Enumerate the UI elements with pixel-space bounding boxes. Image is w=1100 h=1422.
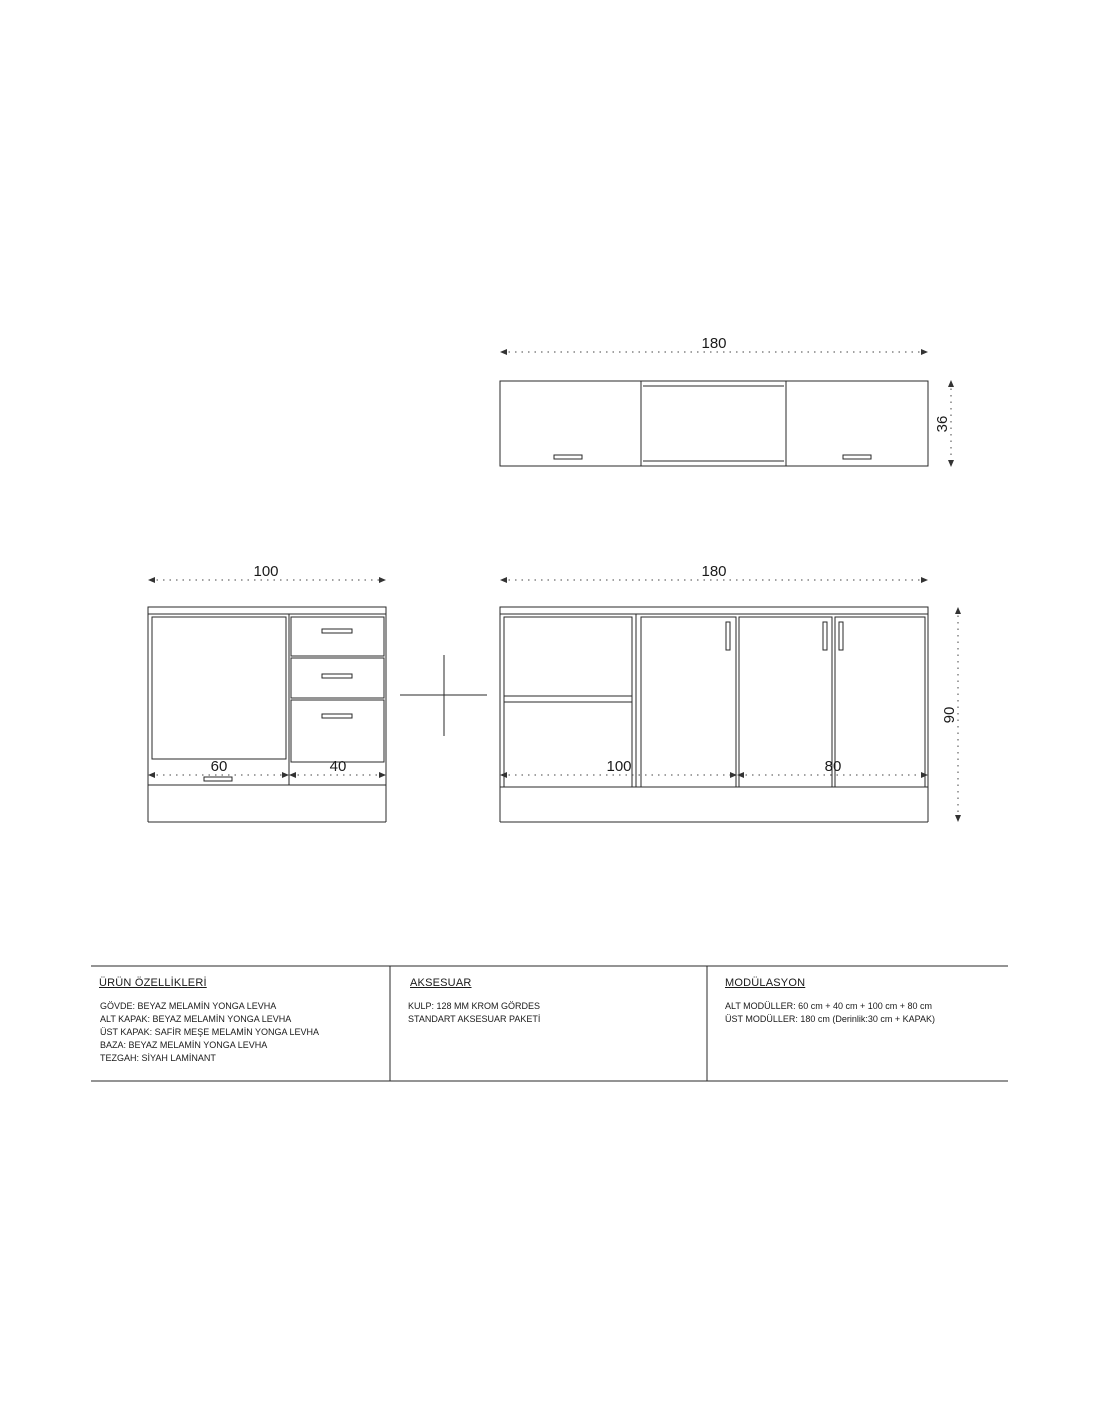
spec-line: KULP: 128 MM KROM GÖRDES (408, 1001, 541, 1011)
door-1 (641, 617, 736, 787)
spec-line: ÜST KAPAK: SAFİR MEŞE MELAMİN YONGA LEVHA (100, 1027, 320, 1037)
countertop-right (500, 607, 928, 614)
right-module-dimensions (500, 758, 928, 778)
modulation-list (725, 1000, 935, 1026)
door-handle-left (204, 777, 232, 781)
base-cabinet-left (148, 607, 386, 822)
product-specs-title: ÜRÜN ÖZELLİKLERİ (99, 977, 207, 989)
upper-height-dimension (934, 380, 954, 467)
drawer-handle-1 (322, 629, 352, 633)
upper-handle-right (843, 455, 871, 459)
spec-line: STANDART AKSESUAR PAKETİ (408, 1014, 541, 1024)
right-width-label: 180 (701, 563, 727, 580)
accessory-section (390, 966, 707, 1081)
drawer-1 (291, 617, 384, 656)
countertop-left (148, 607, 386, 614)
door-handle-3 (839, 622, 843, 650)
right-module-b-label: 80 (824, 758, 842, 775)
product-specs-section (91, 966, 390, 1081)
right-module-a-label: 100 (606, 758, 632, 775)
spec-line: ALT KAPAK: BEYAZ MELAMİN YONGA LEVHA (100, 1014, 292, 1024)
base-cabinet-right (500, 607, 928, 822)
door-handle-2 (823, 622, 827, 650)
modulation-title: MODÜLASYON (725, 977, 806, 989)
drawer-3 (291, 700, 384, 762)
modulation-section (707, 966, 1008, 1081)
left-module-dimensions (148, 758, 386, 778)
spec-line: ÜST MODÜLLER: 180 cm (Derinlik:30 cm + KAPAK) (725, 1014, 935, 1024)
right-width-dimension (500, 563, 928, 583)
right-height-label: 90 (941, 706, 958, 724)
upper-handle-left (554, 455, 582, 459)
spec-line: BAZA: BEYAZ MELAMİN YONGA LEVHA (100, 1040, 268, 1050)
drawer-handle-2 (322, 674, 352, 678)
upper-cabinet (500, 381, 928, 466)
left-module-b-label: 40 (329, 758, 347, 775)
left-width-label: 100 (253, 563, 279, 580)
door-3 (835, 617, 925, 787)
spec-line: ALT MODÜLLER: 60 cm + 40 cm + 100 cm + 80 cm (725, 1001, 932, 1011)
spec-line: TEZGAH: SİYAH LAMİNANT (100, 1053, 216, 1063)
spec-table (91, 966, 1008, 1081)
plus-sign (400, 655, 487, 736)
spec-line: GÖVDE: BEYAZ MELAMİN YONGA LEVHA (100, 1001, 277, 1011)
left-module-a-label: 60 (210, 758, 228, 775)
accessory-list (408, 1000, 540, 1026)
upper-width-dimension (500, 335, 928, 355)
door-handle-1 (726, 622, 730, 650)
drawer-handle-3 (322, 714, 352, 718)
upper-width-label: 180 (701, 335, 727, 352)
accessory-title: AKSESUAR (410, 977, 472, 989)
right-height-dimension (941, 607, 961, 822)
upper-height-label: 36 (934, 415, 951, 433)
left-width-dimension (148, 563, 386, 583)
product-specs-list (100, 1000, 319, 1065)
door-2 (739, 617, 832, 787)
